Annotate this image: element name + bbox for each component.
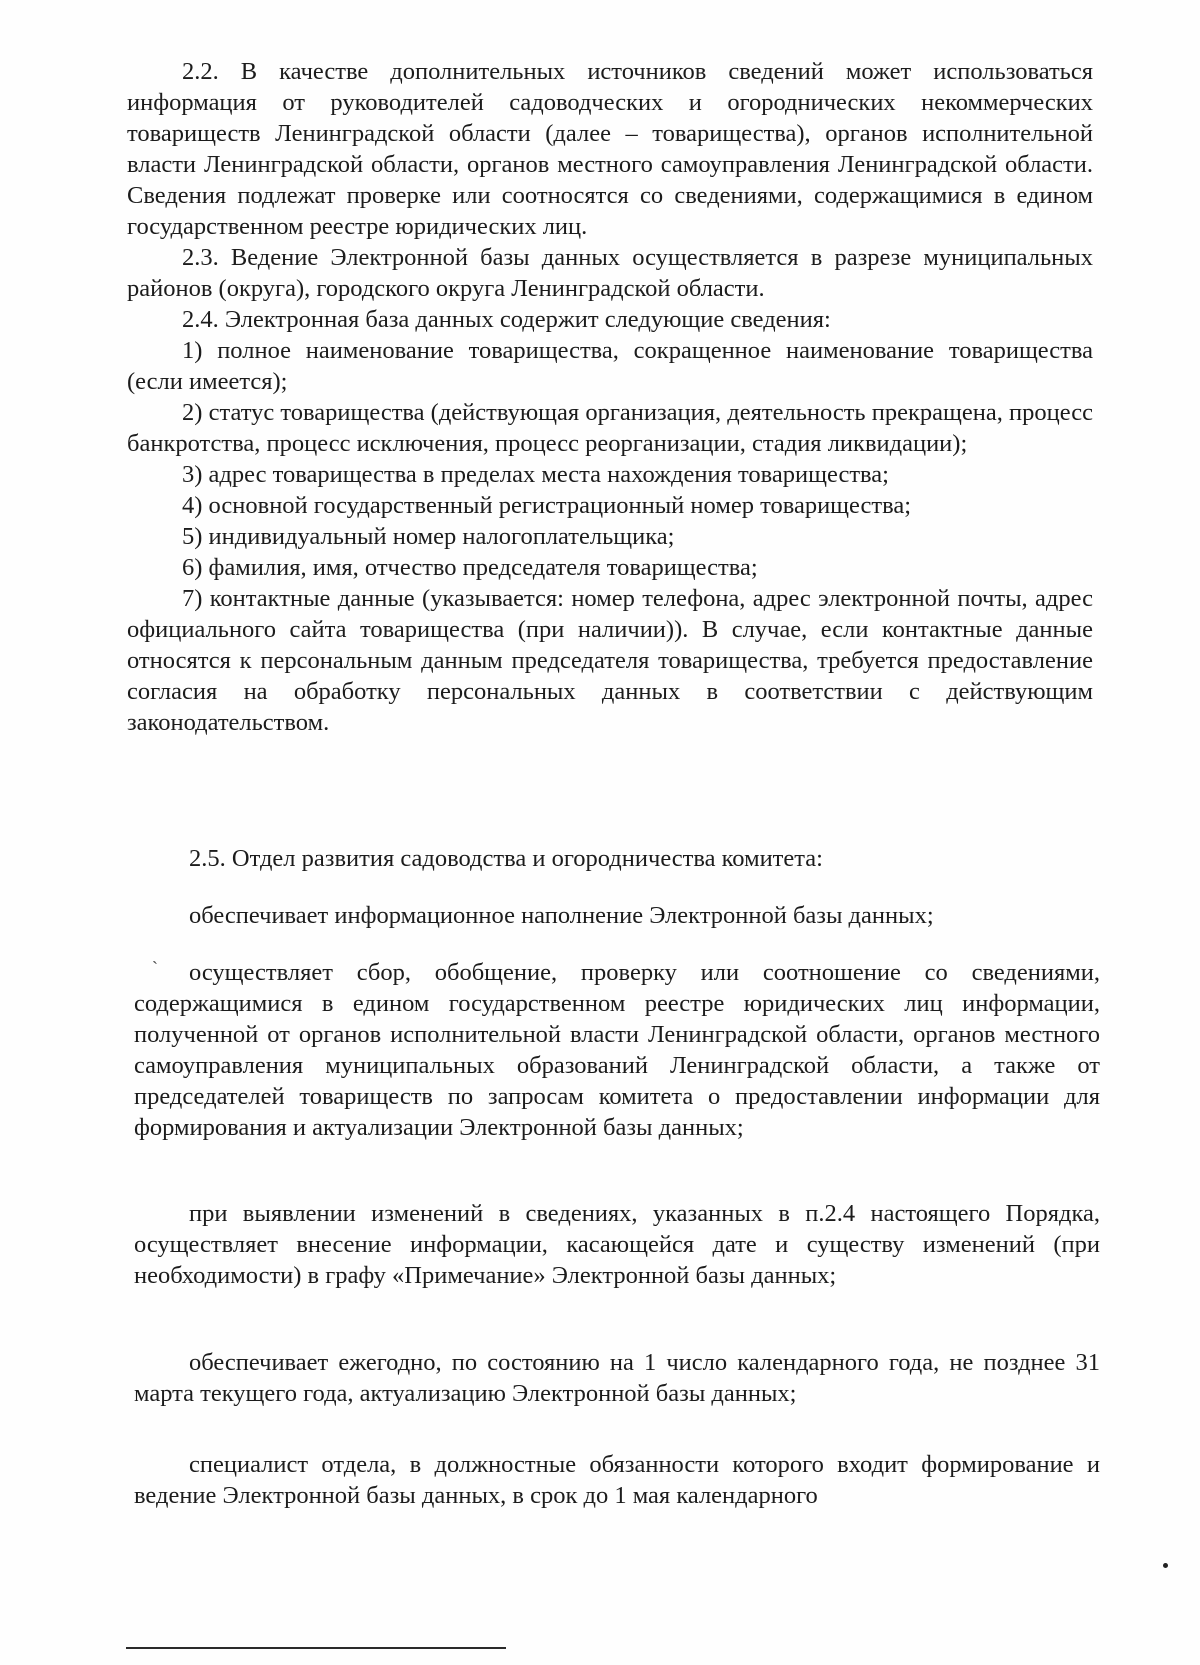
section-2-5-intro: 2.5. Отдел развития садоводства и огородничества комитета: — [189, 845, 823, 872]
duty-paragraph-4: обеспечивает ежегодно, по состоянию на 1 число календарного года, не позднее 31 марта текущего года, актуализацию Электронной базы данных; — [134, 1349, 1100, 1407]
section-2-2-paragraph: 2.2. В качестве дополнительных источников сведений может использоваться информация от руководителей садоводческих и огороднических некоммерческих товариществ Ленинградской области (далее – товарищества), органов исполнительной власти Ленинградской области, органов местного самоуправления Ленинградской области. Сведения подлежат проверке или соотносятся со сведениями, содержащимися в едином государственном реестре юридических лиц. — [127, 58, 1093, 240]
document-body-upper — [127, 56, 1093, 738]
duty-paragraph-1: обеспечивает информационное наполнение Электронной базы данных; — [189, 902, 934, 929]
list-item-2-4-1: 1) полное наименование товарищества, сокращенное наименование товарищества (если имеется); — [127, 337, 1093, 395]
section-2-3-paragraph: 2.3. Ведение Электронной базы данных осуществляется в разрезе муниципальных районов (округа), городского округа Ленинградской области. — [127, 244, 1093, 302]
list-item-2-4-6: 6) фамилия, имя, отчество председателя товарищества; — [182, 554, 758, 581]
duty-paragraph-3: при выявлении изменений в сведениях, указанных в п.2.4 настоящего Порядка, осуществляет внесение информации, касающейся дате и существу изменений (при необходимости) в графу «Примечание» Электронной базы данных; — [134, 1200, 1100, 1289]
scan-speck — [1163, 1563, 1168, 1568]
list-item-2-4-4: 4) основной государственный регистрационный номер товарищества; — [182, 492, 912, 519]
duty-paragraph-2: осуществляет сбор, обобщение, проверку или соотношение со сведениями, содержащимися в едином государственном реестре юридических лиц информации, полученной от органов исполнительной власти Ленинградской области, органов местного самоуправления муниципальных образований Ленинградской области, а также от председателей товариществ по запросам комитета о предоставлении информации для формирования и актуализации Электронной базы данных; — [134, 959, 1100, 1141]
list-item-2-4-3: 3) адрес товарищества в пределах места нахождения товарищества; — [182, 461, 889, 488]
list-item-2-4-5: 5) индивидуальный номер налогоплательщика; — [182, 523, 675, 550]
section-2-4-intro: 2.4. Электронная база данных содержит следующие сведения: — [182, 306, 831, 333]
list-item-2-4-7: 7) контактные данные (указывается: номер телефона, адрес электронной почты, адрес официального сайта товарищества (при наличии)). В случае, если контактные данные относятся к персональным данным председателя товарищества, требуется предоставление согласия на обработку персональных данных в соответствии с действующим законодательством. — [127, 585, 1093, 736]
duty-paragraph-5: специалист отдела, в должностные обязанности которого входит формирование и ведение Электронной базы данных, в срок до 1 мая календарного — [134, 1451, 1100, 1509]
footer-rule — [126, 1647, 506, 1649]
scan-mark: ` — [152, 958, 158, 978]
list-item-2-4-2: 2) статус товарищества (действующая организация, деятельность прекращена, процесс банкротства, процесс исключения, процесс реорганизации, стадия ликвидации); — [127, 399, 1093, 457]
